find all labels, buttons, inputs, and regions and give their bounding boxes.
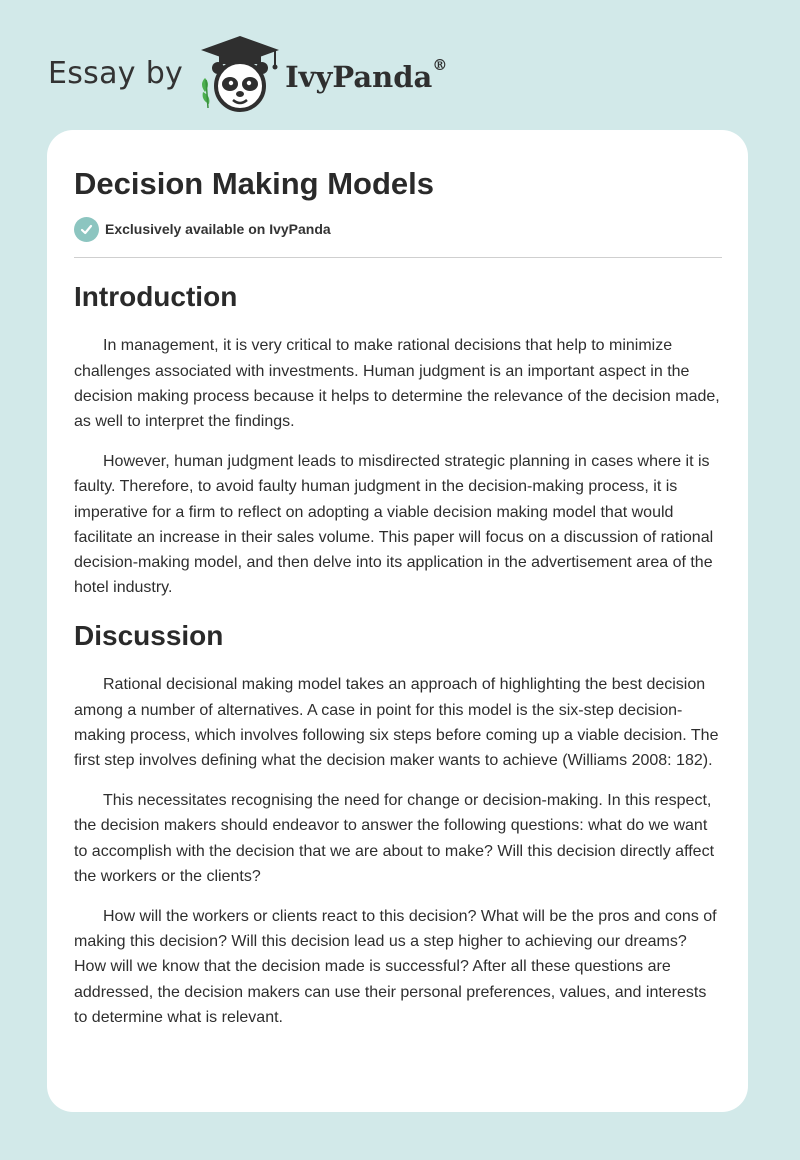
exclusive-badge — [74, 215, 722, 243]
brand-name[interactable] — [285, 56, 448, 94]
section-heading-introduction: Introduction — [74, 281, 238, 313]
article-card — [47, 130, 748, 1112]
site-header — [48, 30, 447, 116]
check-circle-icon — [74, 217, 99, 242]
paragraph: Rational decisional making model takes an approach of highlighting the best decision among a number of alternatives. A case in point for this model is the six-step decision-making process, which involves following six steps before coming up a viable decision. The first step involves defining what the decision maker wants to achieve (Williams 2008: 182). — [74, 676, 719, 770]
brand-text: IvyPanda — [285, 60, 433, 94]
paragraph: This necessitates recognising the need for change or decision-making. In this respect, the decision makers should endeavor to answer the following questions: what do we want to accomplish with the decision that we are about to make? Will this decision directly affect the workers or the clients? — [74, 792, 715, 885]
essay-by-text: Essay by — [48, 55, 184, 91]
section-heading-discussion: Discussion — [74, 620, 224, 652]
article-title: Decision Making Models — [74, 166, 435, 201]
registered-mark: ® — [432, 56, 448, 74]
exclusive-label: Exclusively available on IvyPanda — [105, 221, 331, 238]
paragraph: However, human judgment leads to misdirected strategic planning in cases where it is faulty. Therefore, to avoid faulty human judgment in the decision-making process, it is imperative for a firm to reflect on adopting a viable decision making model that would facilitate an increase in their sales volume. This paper will focus on a discussion of rational decision-making model, and then delve into its application in the advertisement area of the hotel industry. — [74, 453, 714, 597]
paragraph: In management, it is very critical to make rational decisions that help to minimize challenges associated with investments. Human judgment is an important aspect in the decision making process because it helps to determine the relevance of the decision made, as well to interpret the findings. — [74, 337, 720, 430]
panda-graduate-icon[interactable] — [197, 32, 283, 114]
title-divider — [74, 257, 722, 258]
paragraph: How will the workers or clients react to this decision? What will be the pros and cons of making this decision? Will this decision lead us a step higher to achieving our dreams? How will we know that the decision made is successful? After all these questions are addressed, the decision makers can use their personal preferences, values, and interests to determine what is relevant. — [74, 908, 717, 1026]
